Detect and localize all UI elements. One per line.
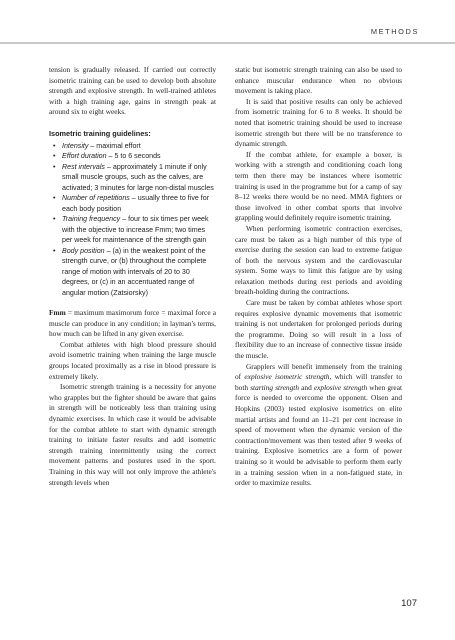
running-head: METHODS bbox=[370, 27, 419, 36]
paragraph: If the combat athlete, for example a boxer, is working with a strength and conditioning coach long term then there may be instances where isometric training is used in the programme but for a camp of say 8–12 weeks there would be no need. MMA fighters or those involved in other combat sports that involve grappling would definitely require isometric training. bbox=[235, 149, 402, 223]
bullet-icon: • bbox=[53, 215, 56, 224]
right-column bbox=[235, 65, 402, 489]
header-rule bbox=[0, 42, 455, 44]
list-item: • Training frequency – four to six times per week with the objective to increase Fmm; two times per week for maintenance of the strength gain bbox=[53, 215, 209, 245]
paragraph: tension is gradually released. If carried out correctly isometric training can be used to develop both absolute strength and explosive strength. In well-trained athletes with a high training age, gains in strength peak at around six to eight weeks. bbox=[49, 65, 216, 117]
list-item: • Number of repetitions – usually three to five for each body position bbox=[53, 194, 210, 213]
left-column bbox=[49, 65, 216, 488]
paragraph: static but isometric strength training can also be used to enhance muscular endurance when no obvious movement is taking place. bbox=[235, 65, 402, 96]
guidelines-heading: Isometric training guidelines: bbox=[49, 128, 151, 138]
page-number: 107 bbox=[401, 598, 417, 609]
bullet-icon: • bbox=[53, 152, 56, 161]
list-item: • Body position – (a) in the weakest point of the strength curve, or (b) throughout the complete range of motion with intervals of 20 to 30 degrees, or (c) in an accentuated range of angular motion (Zatsiorsky) bbox=[53, 246, 207, 297]
guidelines-list bbox=[49, 141, 216, 299]
paragraph: When performing isometric contraction exercises, care must be taken as a high number of this type of exercise during the session can lead to extreme fatigue of both the nervous system and the cardiovascular system. Some ways to limit this fatigue are by using relaxation methods during rest periods and avoiding breath-holding during the contractions. bbox=[235, 223, 402, 297]
paragraph: Care must be taken by combat athletes whose sport requires explosive dynamic movements that isometric training is not undertaken for prolonged periods during the programme. Doing so will result in a loss of flexibility due to an increase of connective tissue inside the muscle. bbox=[235, 298, 402, 361]
list-item: • Rest intervals – approximately 1 minute if only small muscle groups, such as the calves, are activated; 3 minutes for large non-distal muscles bbox=[53, 162, 214, 192]
bullet-icon: • bbox=[53, 246, 56, 255]
paragraph: It is said that positive results can only be achieved from isometric training for 6 to 8 weeks. It should be noted that isometric training should be used to increase isometric strength but there will be no transference to dynamic strength. bbox=[235, 96, 402, 149]
paragraph: Fmm = maximum maximorum force = maximal force a muscle can produce in any condition; in layman's terms, how much can be lifted in any given exercise. bbox=[49, 308, 216, 339]
bullet-icon: • bbox=[53, 141, 56, 150]
paragraph: Isometric strength training is a necessity for anyone who grapples but the fighter should be aware that gains in strength will be noticeably less than training using dynamic exercises. In which case it would be advisable for the combat athlete to start with dynamic strength training to initiate faster results and add isometric strength training intermittently using the correct movement patterns and postures used in the sport. Training in this way will not only improve the athlete's strength levels when bbox=[49, 382, 216, 487]
bullet-icon: • bbox=[53, 162, 56, 171]
list-item: • Intensity – maximal effort bbox=[53, 141, 141, 150]
paragraph: Grapplers will benefit immensely from the training of explosive isometric strength, which will transfer to both starting strength and explosive strength when great force is needed to overcome the opponent. Olsen and Hopkins (2003) tested explosive isometrics on elite martial artists and found an 11–21 per cent increase in speed of movement when the dynamic version of the contraction/movement was then tested after 9 weeks of training. Explosive isometrics are a form of power training so it would be advisable to perform them early in a training session when in a non-fatigued state, in order to maximize results. bbox=[235, 361, 402, 488]
list-item: • Effort duration – 5 to 6 seconds bbox=[53, 152, 161, 161]
paragraph: Combat athletes with high blood pressure should avoid isometric training when training the large muscle groups located proximally as a rise in blood pressure is extremely likely. bbox=[49, 339, 216, 381]
bullet-icon: • bbox=[53, 194, 56, 203]
